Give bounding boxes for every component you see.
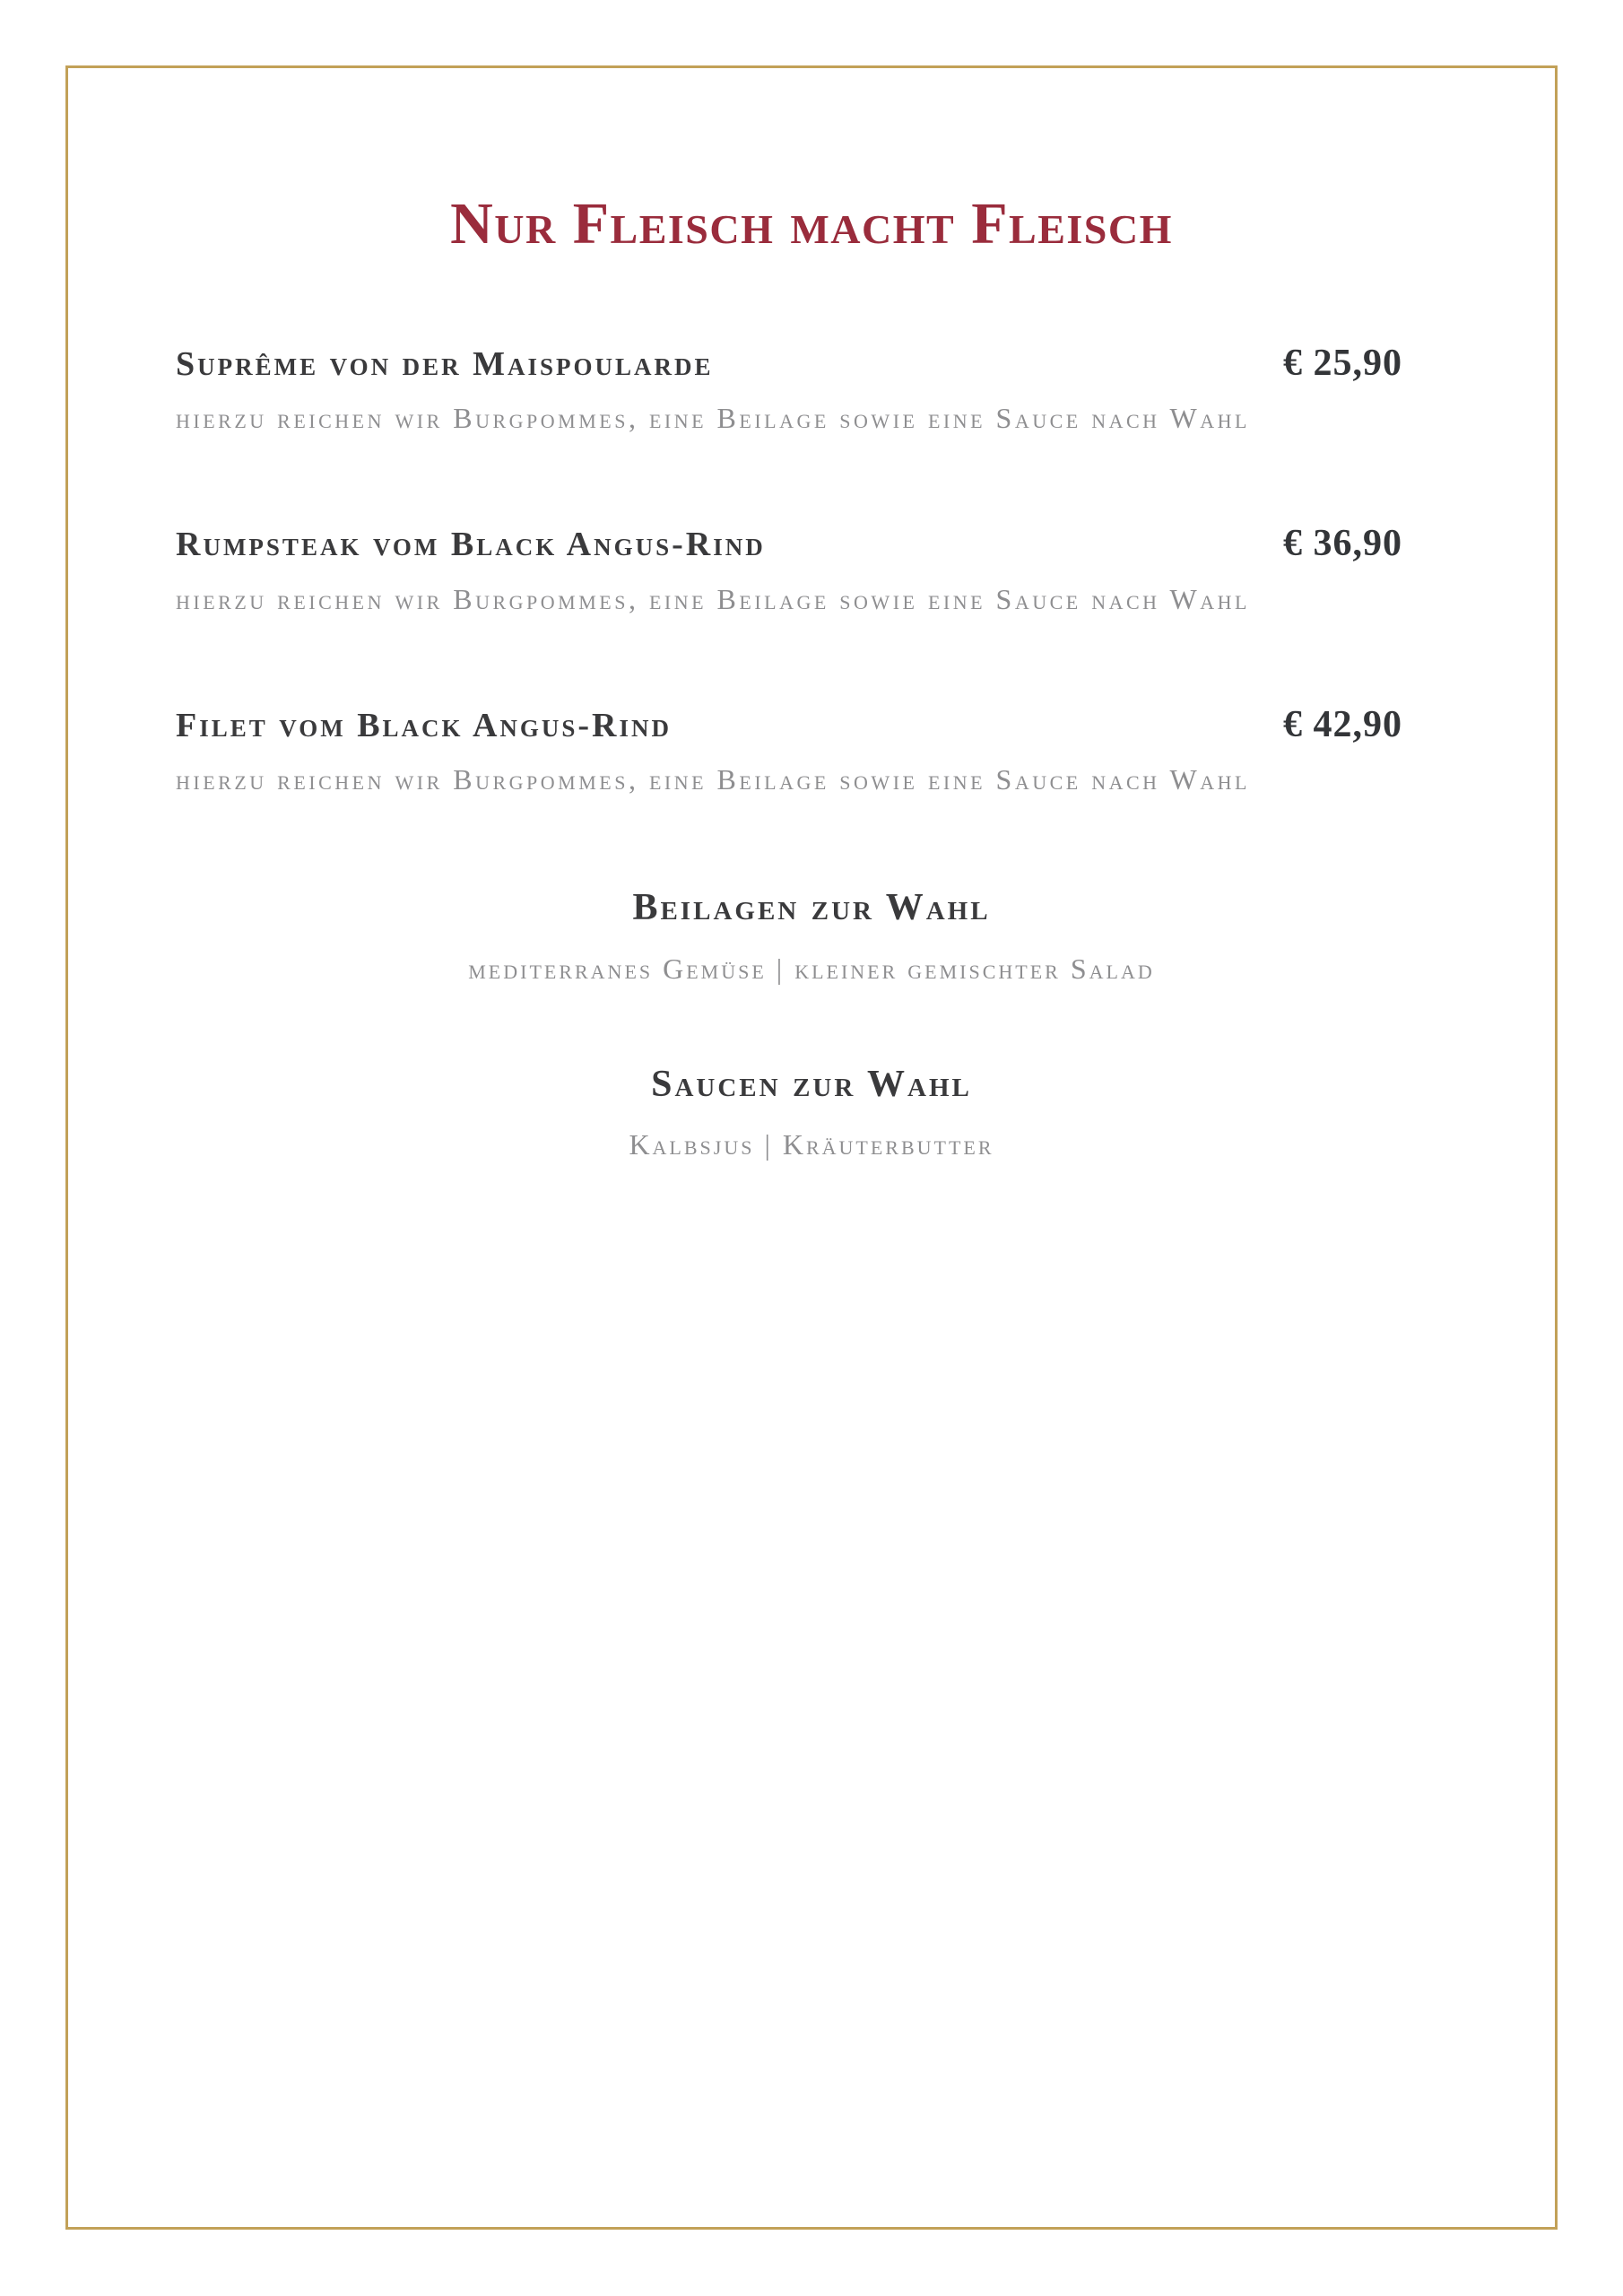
item-description: hierzu reichen wir Burgpommes, eine Beilage sowie eine Sauce nach Wahl — [176, 402, 1250, 435]
section-heading: Beilagen zur Wahl — [632, 887, 991, 929]
item-price: € 36,90 — [1283, 523, 1402, 565]
item-name: Suprême von der Maispoularde — [176, 345, 714, 384]
item-price: € 42,90 — [1283, 703, 1402, 745]
menu-item — [176, 522, 1447, 622]
section-options: mediterranes Gemüse | kleiner gemischter Salad — [468, 952, 1155, 985]
menu-item — [176, 342, 1447, 441]
item-price: € 25,90 — [1283, 343, 1402, 385]
item-name: Filet vom Black Angus-Rind — [176, 706, 673, 744]
page-title: Nur Fleisch macht Fleisch — [450, 191, 1173, 257]
item-description: hierzu reichen wir Burgpommes, eine Beilage sowie eine Sauce nach Wahl — [176, 763, 1250, 796]
sides-choice-section — [176, 883, 1447, 992]
sauces-choice-section — [176, 1060, 1447, 1169]
section-heading: Saucen zur Wahl — [651, 1063, 972, 1105]
section-options: Kalbsjus | Kräuterbutter — [629, 1128, 994, 1161]
item-header-row — [176, 522, 1447, 568]
item-description: hierzu reichen wir Burgpommes, eine Beilage sowie eine Sauce nach Wahl — [176, 582, 1250, 615]
item-header-row — [176, 703, 1447, 749]
menu-item — [176, 703, 1447, 803]
item-header-row — [176, 342, 1447, 387]
item-name: Rumpsteak vom Black Angus-Rind — [176, 526, 766, 564]
